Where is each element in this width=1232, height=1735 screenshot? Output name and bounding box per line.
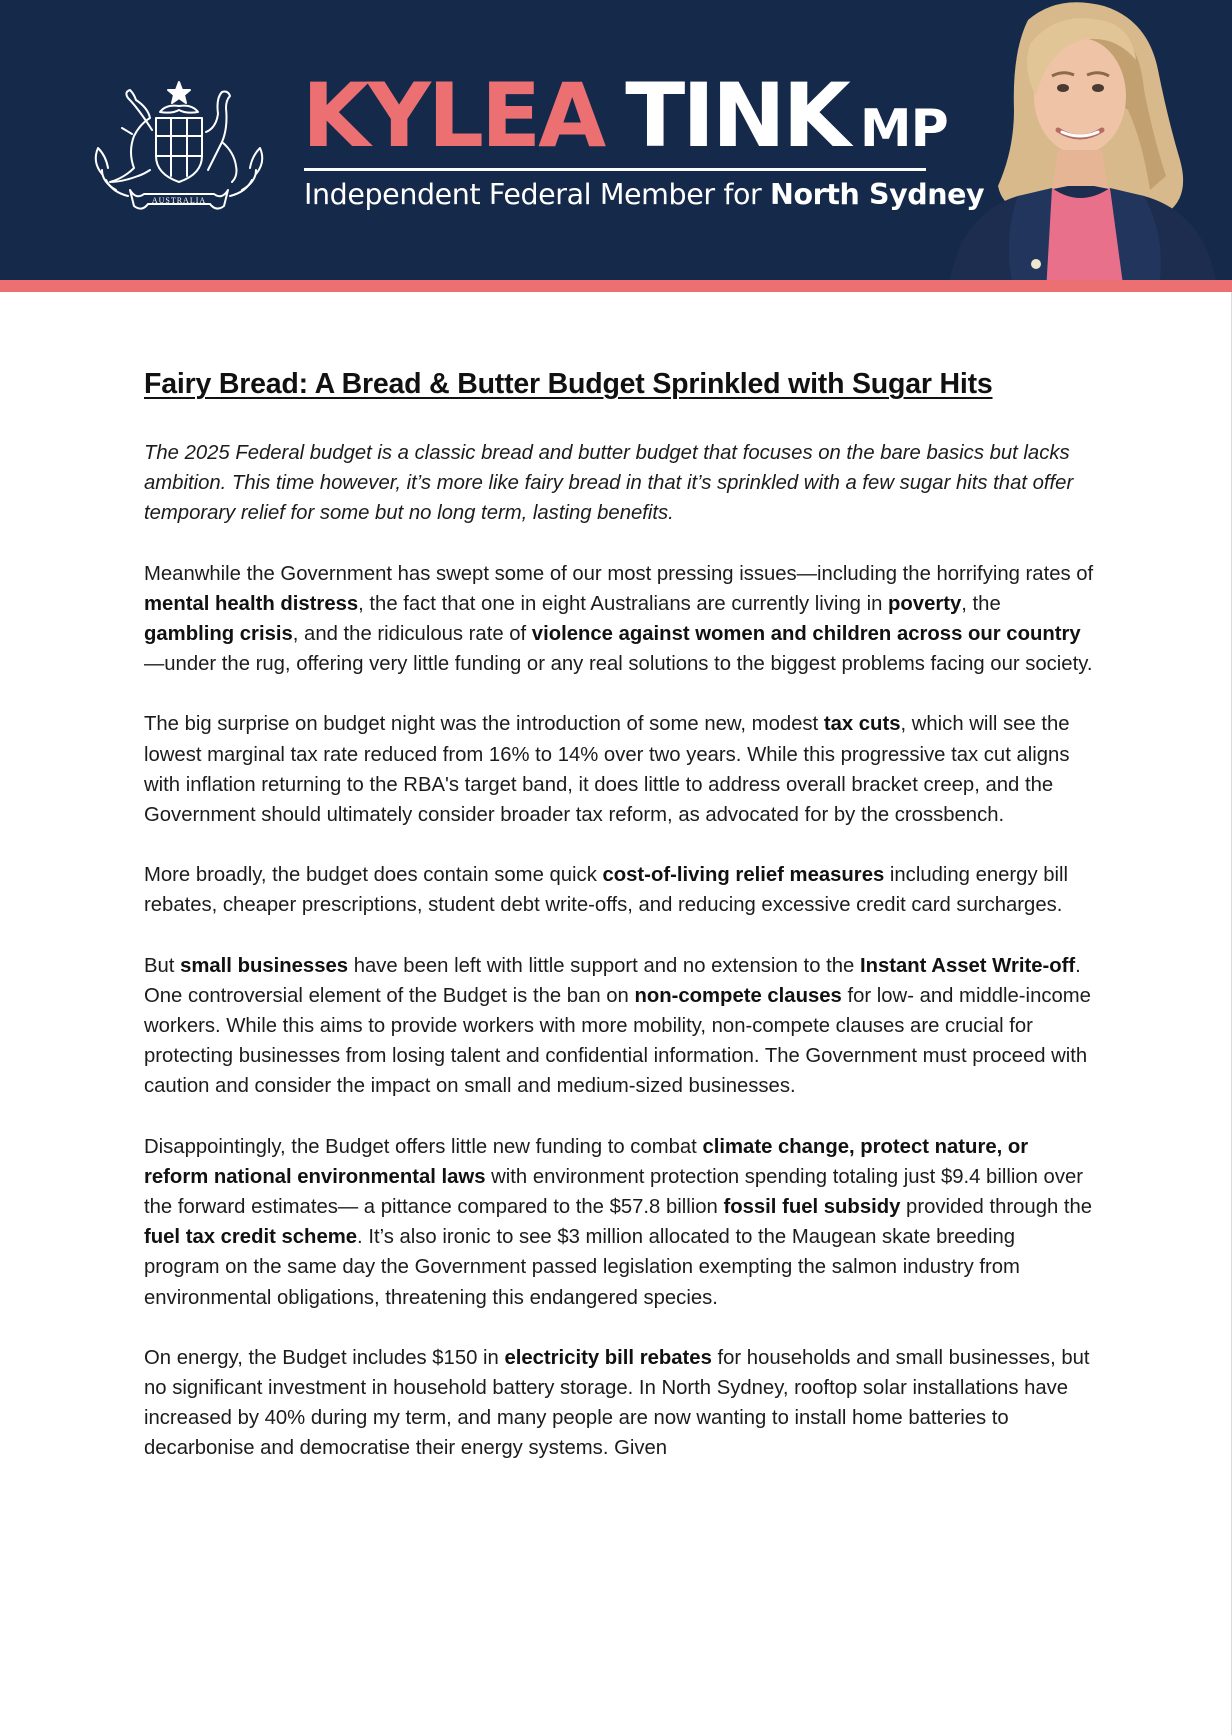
emphasis-text: climate change, protect nature, or reform national environmental laws [144, 1135, 1029, 1188]
paragraph-text: have been left with little support and no extension to the [348, 954, 860, 977]
article-body [144, 364, 1094, 1494]
paragraph-text: Meanwhile the Government has swept some of our most pressing issues—including the horrifying rates of [144, 562, 1094, 585]
banner-accent-stripe [0, 280, 1232, 292]
name-last: TINK [625, 64, 848, 167]
article-paragraph [144, 1343, 1094, 1464]
paragraph-text: More broadly, the budget does contain some quick [144, 864, 603, 887]
emphasis-text: Instant Asset Write-off [859, 954, 1076, 977]
emphasis-text: gambling crisis [144, 623, 293, 646]
paragraph-text: provided through the [900, 1196, 1093, 1219]
crest-scroll-text: AUSTRALIA [151, 196, 207, 205]
article-paragraph [144, 951, 1094, 1102]
paragraph-text: including energy bill rebates, cheaper prescriptions, student debt write-offs, and reducing excessive credit card surcharges. [144, 864, 1069, 917]
subtitle-regular: Independent Federal Member for [304, 178, 762, 211]
header-banner [0, 0, 1232, 280]
paragraph-text: . It’s also ironic to see $3 million allocated to the Maugean skate breeding program on the same day the Government passed legislation exempting the salmon industry from environmental obligations, threatening this endangered species. [144, 1226, 1020, 1309]
paragraph-text: , the [961, 592, 1001, 615]
article-paragraph [144, 1132, 1094, 1313]
paragraph-text: The 2025 Federal budget is a classic bread and butter budget that focuses on the bare basics but lacks ambition. This time however, it’s more like fairy bread in that it’s sprinkled with a few sugar hits that offer temporary relief for some but no long term, lasting benefits. [144, 442, 1074, 525]
logo-divider [304, 168, 926, 171]
emphasis-text: cost-of-living relief measures [602, 864, 885, 887]
emphasis-text: mental health distress [144, 592, 359, 615]
article-lead-paragraph [144, 438, 1094, 529]
paragraph-text: On energy, the Budget includes $150 in [144, 1346, 505, 1369]
paragraph-text: with environment protection spending totaling just $9.4 billion over the forward estimates— a pittance compared to the $57.8 billion [144, 1165, 1084, 1219]
paragraph-text: —under the rug, offering very little funding or any real solutions to the biggest problems facing our society. [144, 653, 1093, 676]
subtitle-electorate: North Sydney [770, 178, 985, 211]
paragraph-text: The big surprise on budget night was the introduction of some new, modest [144, 713, 824, 736]
emphasis-text: fuel tax credit scheme [144, 1226, 358, 1249]
emphasis-text: electricity bill rebates [504, 1346, 712, 1369]
paragraph-text: , and the ridiculous rate of [292, 623, 532, 646]
article-paragraph [144, 559, 1094, 680]
paragraph-text: But [144, 954, 181, 977]
member-portrait-image [918, 0, 1232, 280]
article-paragraphs [144, 438, 1094, 1464]
emphasis-text: poverty [888, 592, 962, 615]
paragraph-text: , the fact that one in eight Australians are currently living in [358, 592, 889, 615]
name-first: KYLEA [302, 64, 604, 167]
name-suffix: MP [859, 99, 948, 159]
member-name-logo [302, 64, 948, 167]
article-paragraph [144, 860, 1094, 920]
emphasis-text: tax cuts [823, 713, 901, 736]
paragraph-text: for households and small businesses, but no significant investment in household battery storage. In North Sydney, rooftop solar installations have increased by 40% during my term, and many people are now wanting to install home batteries to decarbonise and democratise their energy systems. Given [144, 1346, 1090, 1460]
paragraph-text: for low- and middle-income workers. While this aims to provide workers with more mobility, non-compete clauses are crucial for protecting businesses from losing talent and confidential information. The Government must proceed with caution and consider the impact on small and medium-sized businesses. [144, 984, 1091, 1098]
paragraph-text: Disappointingly, the Budget offers little new funding to combat [144, 1135, 703, 1158]
emphasis-text: non-compete clauses [634, 984, 842, 1007]
article-paragraph [144, 709, 1094, 830]
paragraph-text: , which will see the lowest marginal tax rate reduced from 16% to 14% over two years. While this progressive tax cut aligns with inflation returning to the RBA's target band, it does little to address overall bracket creep, and the Government should ultimately consider broader tax reform, as advocated for by the crossbench. [144, 713, 1070, 827]
member-subtitle [304, 178, 984, 211]
emphasis-text: small businesses [180, 954, 349, 977]
coat-of-arms-icon [88, 78, 270, 216]
emphasis-text: fossil fuel subsidy [723, 1196, 901, 1219]
article-title: Fairy Bread: A Bread & Butter Budget Sprinkled with Sugar Hits [144, 368, 993, 400]
paragraph-text: . One controversial element of the Budget is the ban on [144, 954, 1081, 1007]
emphasis-text: violence against women and children across our country [531, 623, 1081, 646]
